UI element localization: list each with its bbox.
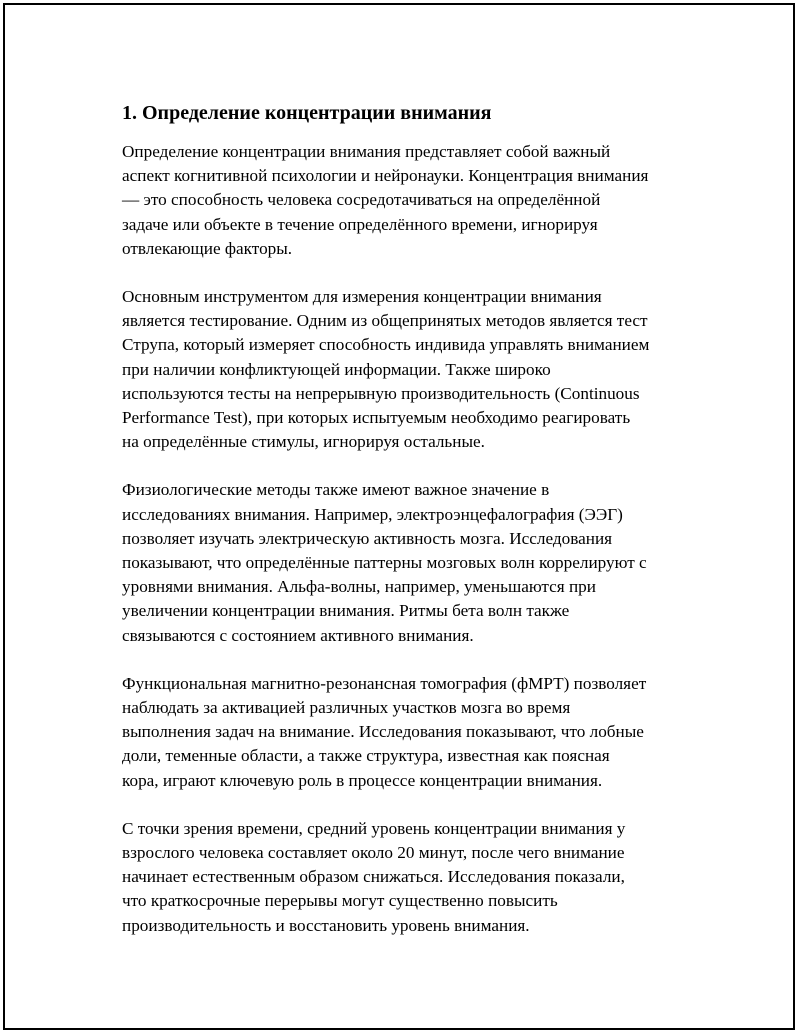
- text-line: увеличении концентрации внимания. Ритмы бета волн также: [122, 601, 570, 621]
- text-line: является тестирование. Одним из общепринятых методов является тест: [122, 311, 648, 331]
- text-line: показывают, что определённые паттерны мозговых волн коррелируют с: [122, 553, 647, 573]
- text-line: при наличии конфликтующей информации. Также широко: [122, 359, 551, 379]
- text-line: уровнями внимания. Альфа-волны, например, уменьшаются при: [122, 577, 596, 597]
- paragraph-physiology: [122, 478, 697, 647]
- document-body: [122, 101, 697, 962]
- text-line: Струпа, который измеряет способность индивида управлять вниманием: [122, 335, 650, 355]
- text-line: аспект когнитивной психологии и нейронауки. Концентрация внимания: [122, 166, 649, 186]
- paragraph-testing: [122, 285, 697, 454]
- text-line: С точки зрения времени, средний уровень концентрации внимания у: [122, 818, 626, 838]
- section-heading: 1. Определение концентрации внимания: [122, 102, 492, 124]
- paragraph-definition: [122, 140, 697, 261]
- text-line: Основным инструментом для измерения концентрации внимания: [122, 287, 602, 307]
- text-line: производительность и восстановить уровень внимания.: [122, 915, 530, 935]
- text-line: начинает естественным образом снижаться. Исследования показали,: [122, 867, 625, 887]
- text-line: исследованиях внимания. Например, электроэнцефалография (ЭЭГ): [122, 504, 623, 524]
- text-line: Performance Test), при которых испытуемым необходимо реагировать: [122, 408, 631, 428]
- text-line: связываются с состоянием активного внимания.: [122, 625, 474, 645]
- text-line: что краткосрочные перерывы могут существенно повысить: [122, 891, 558, 911]
- paragraph-duration: [122, 817, 697, 938]
- text-line: Функциональная магнитно-резонансная томография (фМРТ) позволяет: [122, 673, 647, 693]
- page-frame: [3, 3, 795, 1030]
- text-line: позволяет изучать электрическую активность мозга. Исследования: [122, 528, 613, 548]
- text-line: взрослого человека составляет около 20 минут, после чего внимание: [122, 843, 625, 863]
- text-line: задаче или объекте в течение определённого времени, игнорируя: [122, 214, 598, 234]
- text-line: наблюдать за активацией различных участков мозга во время: [122, 698, 571, 718]
- text-line: доли, теменные области, а также структура, известная как поясная: [122, 746, 610, 766]
- text-line: отвлекающие факторы.: [122, 238, 293, 258]
- text-line: Определение концентрации внимания представляет собой важный: [122, 142, 611, 161]
- paragraph-fmri: [122, 672, 697, 793]
- text-line: используются тесты на непрерывную производительность (Continuous: [122, 383, 640, 403]
- text-line: кора, играют ключевую роль в процессе концентрации внимания.: [122, 770, 603, 790]
- text-line: — это способность человека сосредотачиваться на определённой: [122, 190, 601, 210]
- text-line: выполнения задач на внимание. Исследования показывают, что лобные: [122, 722, 644, 742]
- text-line: Физиологические методы также имеют важное значение в: [122, 480, 550, 500]
- text-line: на определённые стимулы, игнорируя остальные.: [122, 432, 485, 452]
